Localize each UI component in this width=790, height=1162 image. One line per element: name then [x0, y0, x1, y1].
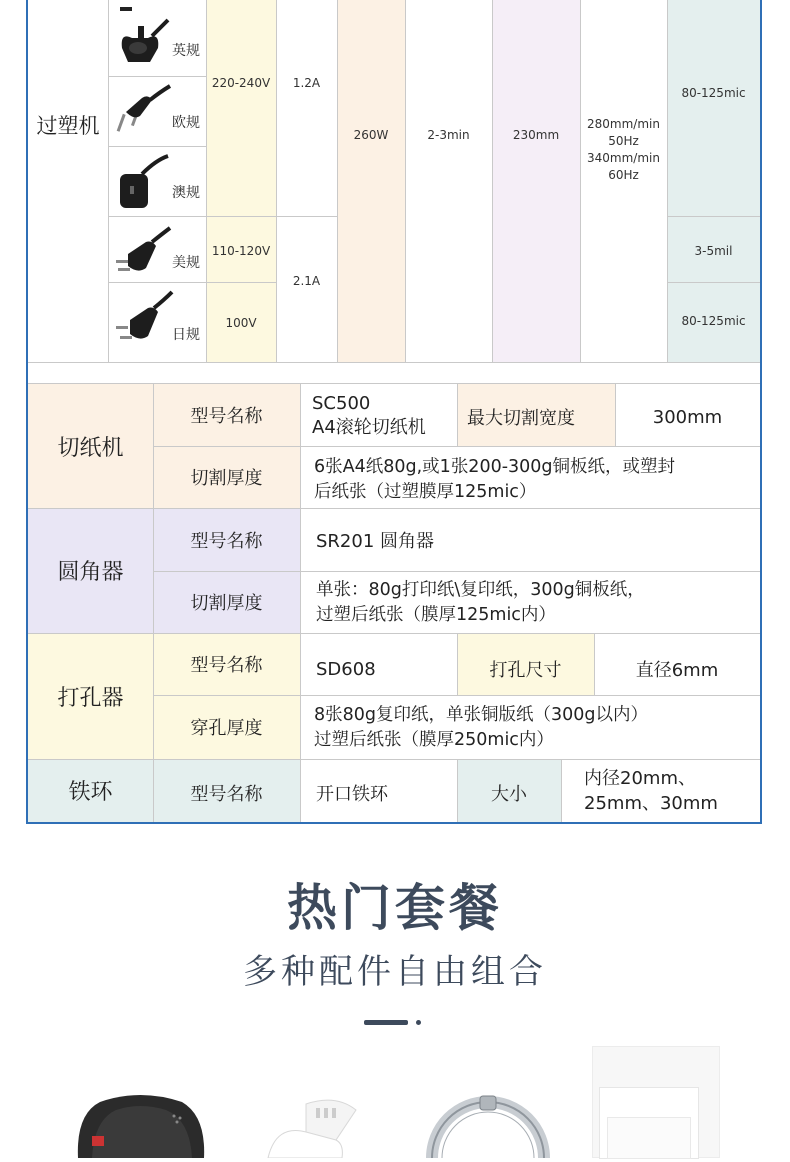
laminator-category: 过塑机 — [36, 114, 100, 138]
grid-line — [405, 0, 406, 362]
film-value: 3-5mil — [694, 244, 733, 258]
plug-eu-cell — [108, 76, 206, 146]
jp-plug-icon — [112, 288, 174, 354]
ring-size-label: 大小 — [491, 784, 527, 805]
puncher-category: 打孔器 — [57, 685, 124, 711]
film-value: 80-125mic — [681, 86, 746, 100]
speed-value — [580, 116, 667, 184]
grid-line — [492, 0, 493, 362]
hole-punch-product-icon — [266, 1096, 366, 1158]
plug-uk-cell — [108, 8, 206, 76]
speed-line: 50Hz — [608, 134, 639, 148]
width-column-bg — [492, 0, 580, 362]
plug-au-cell — [108, 146, 206, 216]
puncher-thickness-value — [314, 703, 758, 753]
promo-subtitle: 多种配件自由组合 — [243, 952, 547, 992]
rounder-thickness-value — [316, 578, 760, 628]
grid-line — [276, 0, 277, 362]
voltage-value: 100V — [225, 316, 257, 330]
current-value: 1.2A — [292, 76, 321, 90]
cutter-thickness-value — [314, 455, 758, 505]
eu-plug-icon — [112, 82, 174, 138]
puncher-hole-value: 直径6mm — [635, 660, 719, 681]
puncher-thickness-line: 8张80g复印纸，单张铜版纸（300g以内） — [314, 705, 649, 725]
power-value: 260W — [353, 128, 389, 142]
plug-label: 日规 — [172, 327, 200, 343]
voltage-value: 220-240V — [211, 76, 271, 90]
cutter-thickness-label: 切割厚度 — [190, 468, 263, 489]
rounder-model-label: 型号名称 — [190, 530, 263, 552]
puncher-model-value: SD608 — [316, 658, 376, 680]
ring-model-value: 开口铁环 — [316, 784, 388, 805]
cutter-model-line: SC500 — [312, 393, 371, 414]
puncher-thickness-label: 穿孔厚度 — [190, 718, 263, 739]
plug-partial-icon — [112, 0, 202, 8]
plug-label: 欧规 — [172, 115, 200, 131]
grid-line — [300, 384, 301, 822]
grid-line — [667, 282, 760, 283]
cutter-model-label: 型号名称 — [190, 406, 263, 427]
plug-us-cell — [108, 216, 206, 282]
plug-label: 澳规 — [172, 185, 200, 201]
cutter-model-value — [312, 392, 457, 440]
voltage-value: 110-120V — [211, 244, 271, 258]
film-value: 80-125mic — [681, 314, 746, 328]
us-plug-icon — [112, 222, 174, 278]
grid-line — [206, 216, 337, 217]
voltage-column-bg — [206, 0, 276, 362]
uk-plug-icon — [112, 14, 172, 70]
title-dot — [416, 1020, 421, 1025]
plug-label: 英规 — [172, 43, 200, 59]
power-column-bg — [337, 0, 405, 362]
rounder-thickness-line: 过塑后纸张（膜厚125mic内） — [316, 605, 556, 625]
table-frame-right — [760, 0, 762, 824]
cutter-max-width-value: 300mm — [652, 406, 723, 428]
corner-rounder-product-icon — [70, 1094, 210, 1158]
grid-line — [561, 759, 562, 822]
cutter-model-line: A4滚轮切纸机 — [312, 417, 426, 438]
grid-line — [337, 0, 338, 362]
plug-jp-cell — [108, 282, 206, 362]
cutter-category: 切纸机 — [57, 435, 124, 461]
ring-category: 铁环 — [68, 780, 113, 805]
puncher-model-label: 型号名称 — [190, 655, 263, 676]
plug-label: 美规 — [172, 255, 200, 271]
cutter-thickness-line: 后纸张（过塑膜厚125mic） — [314, 482, 537, 502]
ring-size-line: 内径20mm、 — [584, 768, 696, 789]
rounder-model-value: SR201 圆角器 — [316, 530, 435, 552]
ring-size-value — [584, 766, 760, 816]
ring-size-line: 25mm、30mm — [584, 793, 718, 814]
current-value: 2.1A — [292, 274, 321, 288]
cutter-thickness-line: 6张A4纸80g,或1张200-300g铜板纸，或塑封 — [314, 457, 676, 477]
grid-line — [667, 216, 760, 217]
speed-line: 340mm/min — [587, 151, 660, 165]
grid-line — [206, 282, 276, 283]
speed-line: 60Hz — [608, 168, 639, 182]
binding-ring-product-icon — [422, 1092, 554, 1158]
title-underline — [364, 1020, 408, 1025]
au-plug-icon — [112, 152, 174, 212]
ring-model-label: 型号名称 — [190, 784, 263, 805]
grid-line — [28, 362, 760, 363]
pouch-sheet — [607, 1117, 691, 1159]
table-frame-bottom — [26, 822, 762, 824]
rounder-category: 圆角器 — [57, 560, 124, 585]
grid-line — [457, 384, 458, 446]
grid-line — [206, 0, 207, 362]
puncher-hole-label: 打孔尺寸 — [489, 660, 562, 681]
rounder-thickness-line: 单张：80g打印纸\复印纸，300g铜板纸， — [316, 580, 645, 600]
laminating-pouch-product-icon — [592, 1046, 720, 1158]
width-value: 230mm — [512, 128, 560, 142]
warmup-value: 2-3min — [427, 128, 470, 142]
table-frame-left — [26, 0, 28, 824]
speed-line: 280mm/min — [587, 117, 660, 131]
cutter-max-width-label: 最大切割宽度 — [467, 408, 575, 429]
rounder-thickness-label: 切割厚度 — [190, 593, 263, 614]
puncher-thickness-line: 过塑后纸张（膜厚250mic内） — [314, 730, 554, 750]
promo-title: 热门套餐 — [287, 879, 503, 937]
